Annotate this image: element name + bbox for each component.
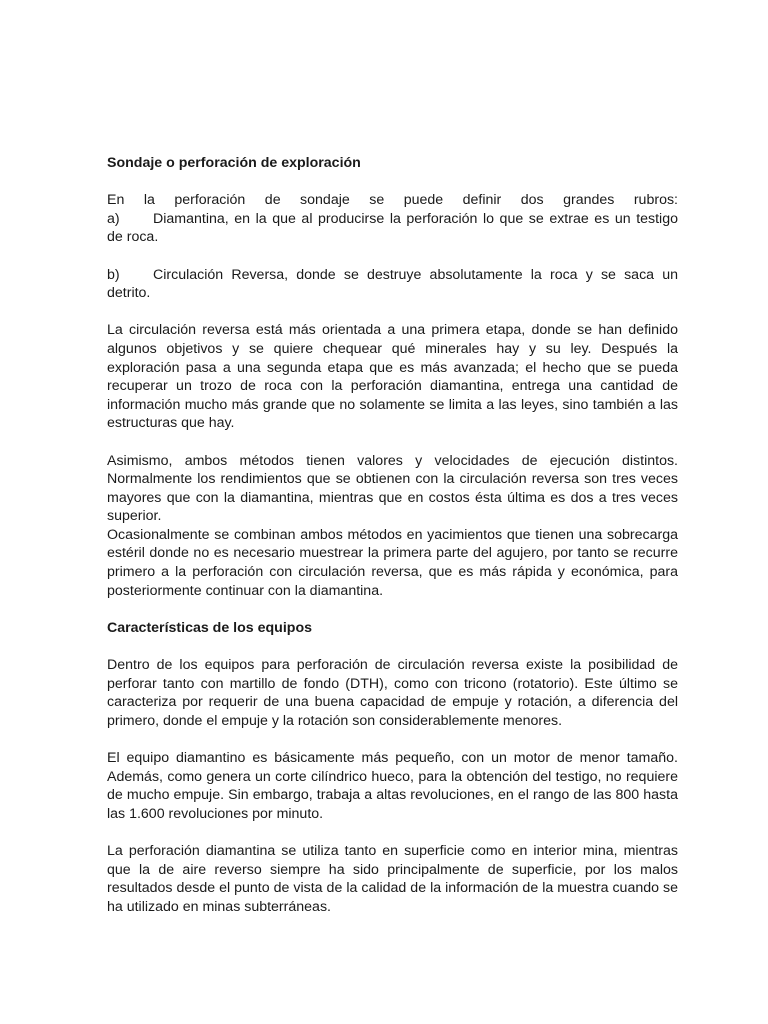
intro-paragraph: En la perforación de sondaje se puede definir dos grandes rubros:: [107, 192, 678, 209]
list-text-a-continuation: de roca.: [107, 229, 159, 246]
section-heading-equipment: Características de los equipos: [107, 619, 313, 636]
section-heading-exploration: Sondaje o perforación de exploración: [107, 155, 361, 171]
list-text-b-continuation: detrito.: [107, 285, 151, 302]
document-body: [107, 154, 678, 916]
paragraph-usage: La perforación diamantina se utiliza tanto en superficie como en interior mina, mientras que la de aire reverso siempre ha sido principalmente de superficie, por los malos resultados desde el punto de vista de la calidad de la información de la muestra cuando se ha utilizado en minas subterráneas.: [107, 842, 678, 915]
paragraph-reverse-circulation: La circulación reversa está más orientada a una primera etapa, donde se han definido algunos objetivos y se quiere chequear qué minerales hay y su ley. Después la exploración pasa a una segunda etapa que es más avanzada; el hecho que se pueda recuperar un trozo de roca con la perforación diamantina, entrega una cantidad de información mucho más grande que no solamente se limita a las leyes, sino también a las estructuras que hay.: [107, 322, 678, 432]
paragraph-combined-methods: Ocasionalmente se combinan ambos métodos en yacimientos que tienen una sobrecarga estéril donde no es necesario muestrear la primera parte del agujero, por tanto se recurre primero a la perforación con circulación reversa, que es más rápida y económica, para posteriormente continuar con la diamantina.: [107, 526, 678, 599]
list-text-a: Diamantina, en la que al producirse la perforación lo que se extrae es un testigo: [153, 210, 678, 227]
list-marker-a: a): [107, 210, 120, 227]
paragraph-rc-equipment: Dentro de los equipos para perforación de circulación reversa existe la posibilidad de perforar tanto con martillo de fondo (DTH), como con tricono (rotatorio). Este último se caracteriza por requerir de una buena capacidad de empuje y rotación, a diferencia del primero, donde el empuje y la rotación son considerablemente menores.: [107, 657, 678, 729]
list-item-b: [107, 266, 678, 285]
paragraph-methods-comparison: Asimismo, ambos métodos tienen valores y velocidades de ejecución distintos. Normalmente los rendimientos que se obtienen con la circulación reversa son tres veces mayores que con la diamantina, mientras que en costos ésta última es dos a tres veces superior.: [107, 452, 678, 525]
list-text-b: Circulación Reversa, donde se destruye absolutamente la roca y se saca un: [153, 266, 678, 283]
paragraph-diamond-equipment: El equipo diamantino es básicamente más pequeño, con un motor de menor tamaño. Además, como genera un corte cilíndrico hueco, para la obtención del testigo, no requiere de mucho empuje. Sin embargo, trabaja a altas revoluciones, en el rango de las 800 hasta las 1.600 revoluciones por minuto.: [107, 750, 678, 822]
list-marker-b: b): [107, 266, 120, 283]
list-item-a: [107, 210, 678, 229]
